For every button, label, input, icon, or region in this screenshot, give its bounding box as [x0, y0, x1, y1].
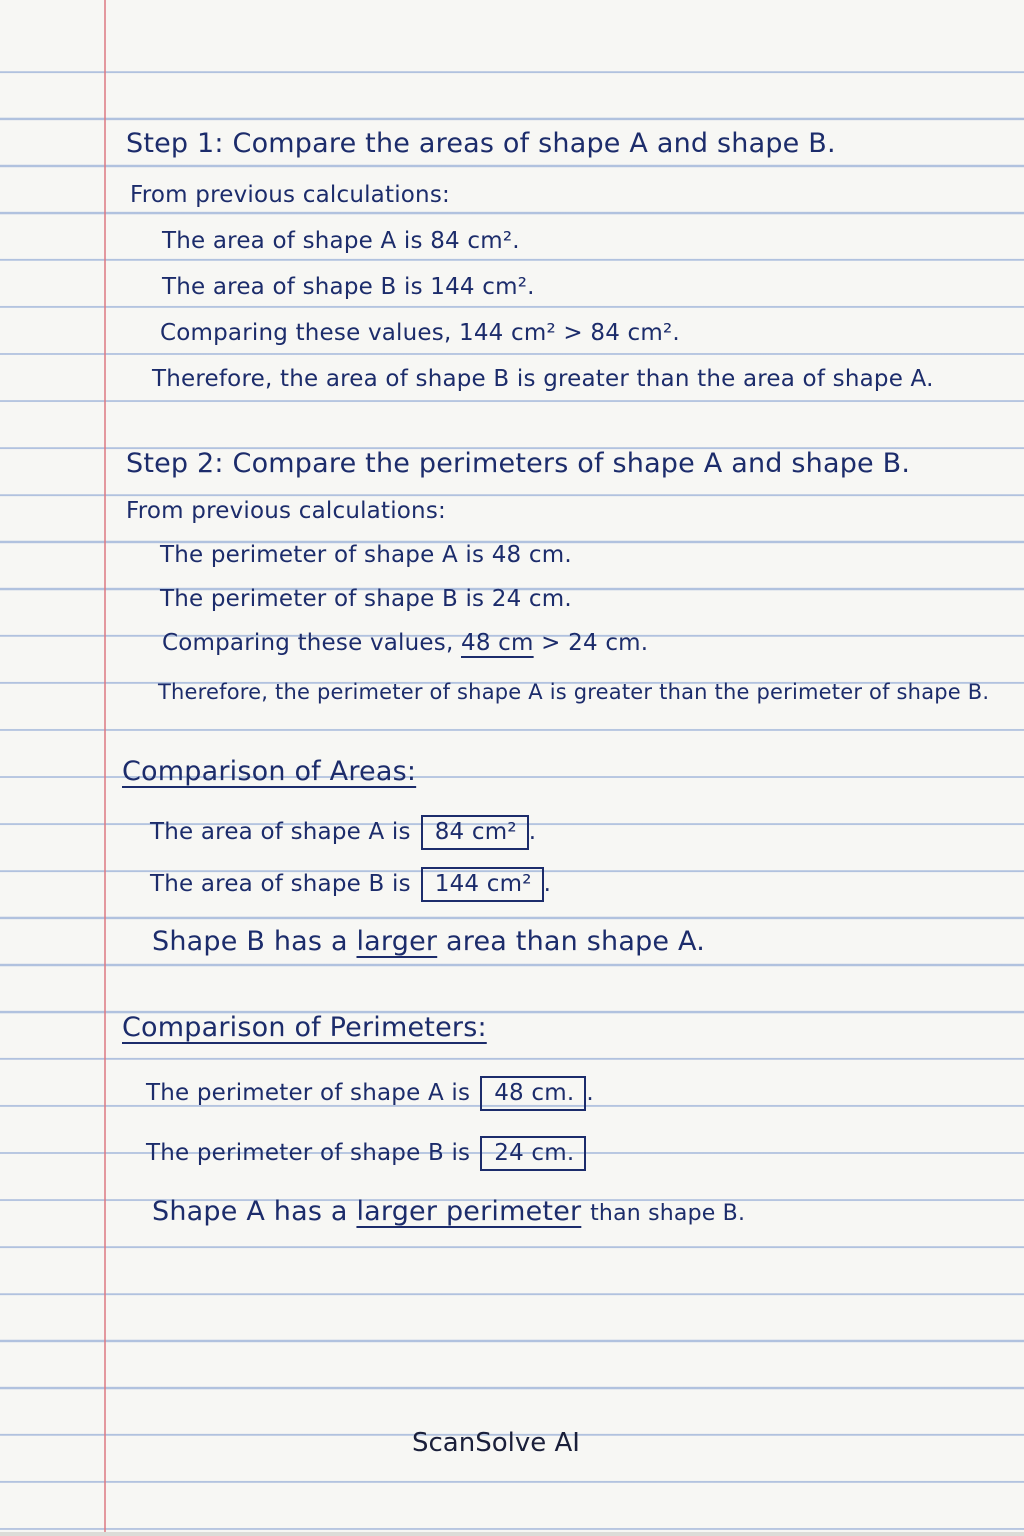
areas-heading: Comparison of Areas: — [122, 756, 417, 787]
step2-comparison-suffix: > 24 cm. — [541, 630, 649, 656]
step2-comparison — [162, 630, 648, 656]
step2-perimeter-b: The perimeter of shape B is 24 cm. — [160, 586, 572, 612]
perimeters-summary-prefix: Shape A has a — [152, 1196, 348, 1227]
areas-summary-prefix: Shape B has a — [152, 926, 348, 957]
perimeters-line-a — [146, 1076, 594, 1111]
areas-line-a-prefix: The area of shape A is — [150, 819, 411, 845]
areas-line-b — [150, 867, 551, 902]
perimeters-summary-suffix: than shape B. — [590, 1201, 746, 1226]
perimeters-heading: Comparison of Perimeters: — [122, 1012, 487, 1043]
step2-heading: Step 2: Compare the perimeters of shape A and shape B. — [126, 448, 911, 479]
step1-conclusion: Therefore, the area of shape B is greater than the area of shape A. — [152, 366, 934, 392]
perimeters-line-b — [146, 1136, 586, 1171]
step2-comparison-prefix: Comparing these values, — [162, 630, 454, 656]
step1-intro: From previous calculations: — [130, 182, 450, 208]
step1-area-b: The area of shape B is 144 cm². — [162, 274, 535, 300]
areas-summary-suffix: area than shape A. — [446, 926, 705, 957]
areas-summary — [152, 926, 705, 957]
areas-line-b-dot: . — [543, 871, 552, 897]
step2-perimeter-a: The perimeter of shape A is 48 cm. — [160, 542, 572, 568]
perimeters-summary — [152, 1196, 745, 1227]
areas-line-b-prefix: The area of shape B is — [150, 871, 411, 897]
perimeters-line-a-prefix: The perimeter of shape A is — [146, 1080, 471, 1106]
perimeters-line-b-answer-box: 24 cm. — [480, 1136, 586, 1171]
step1-heading: Step 1: Compare the areas of shape A and shape B. — [126, 128, 836, 159]
areas-line-a — [150, 815, 536, 850]
perimeters-line-b-prefix: The perimeter of shape B is — [146, 1140, 471, 1166]
areas-line-a-dot: . — [528, 819, 537, 845]
step1-comparison: Comparing these values, 144 cm² > 84 cm². — [160, 320, 680, 346]
perimeters-summary-underlined: larger perimeter — [356, 1196, 582, 1227]
areas-line-a-answer-box: 84 cm² — [421, 815, 529, 850]
step2-conclusion: Therefore, the perimeter of shape A is greater than the perimeter of shape B. — [158, 680, 990, 704]
margin-line — [104, 0, 106, 1532]
step1-area-a: The area of shape A is 84 cm². — [162, 228, 520, 254]
areas-summary-underlined: larger — [356, 926, 438, 957]
perimeters-line-a-answer-box: 48 cm. — [480, 1076, 586, 1111]
step2-intro: From previous calculations: — [126, 498, 446, 524]
perimeters-line-a-dot: . — [586, 1080, 594, 1106]
step2-comparison-underlined: 48 cm — [461, 630, 534, 656]
signature-text: ScanSolve AI — [412, 1428, 580, 1458]
areas-line-b-answer-box: 144 cm² — [421, 867, 544, 902]
